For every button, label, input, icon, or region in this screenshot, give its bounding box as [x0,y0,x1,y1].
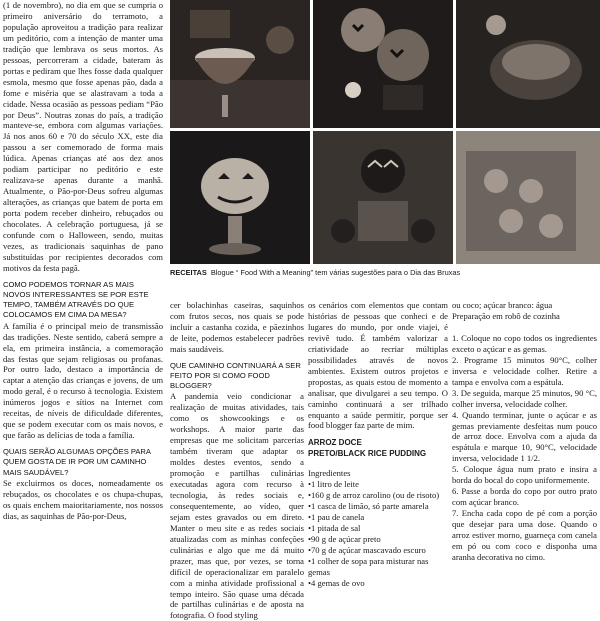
step-6: 6. Passe a borda do copo por outro prato com açúcar branco. [452,486,597,508]
photo-pumpkins [313,0,453,128]
column-3 [308,300,448,600]
col2-paragraph-1: cer bolachinhas caseiras, saquinhos com frutos secos, nos quais se pode incluir a castanha cozida, e pãezinhos de leite, podemos estabelecer padrões mais saudáveis. [170,300,304,354]
ingredient-8: •4 gemas de ovo [308,577,365,588]
caption-text: Blogue “ Food With a Meaning” tem várias sugestões para o Dia das Bruxas [210,268,461,277]
ingredient-1: •160 g de arroz carolino (ou de risoto) [308,490,440,501]
step-1: 1. Coloque no copo todos os ingredientes exceto o açúcar e as gemas. [452,332,597,354]
caption-label: RECEITAS [170,268,207,277]
ingredient-0: •1 litro de leite [308,479,359,490]
step-7: 7. Encha cada copo de pé com a porção que desejar para uma dose. Quando o arroz estiver morno, guarneça com canela em pó ou com coco e disponha uma aranha decorativa no cimo. [452,508,597,562]
question-1: COMO PODEMOS TORNAR AS MAIS NOVOS INTERESSANTES SE POR ESTE TEMPO, TAMBÉM ATRAVÉS DO QUE COLOCAMOS EM CIMA DA MESA? [3,279,149,320]
intro-paragraph: (1 de novembro), no dia em que se cumpria o primeiro aniversário do terramoto, a população aproveitou a tradição para realizar um peditório, com a intenção de manter uma tradição que lembrava os seus mortos. As pessoas, percorreram a cidade, bateram às portas e pediram que lhes fosse dada qualquer esmola, mesmo que fosse apenas pão, dada a fome e miséria que se alastravam a toda a cidade. Nessa ocasião as pessoas pediam “Pão por Deus”. Noutras zonas do país, a tradição manteve-se, embora com algumas variações. Já nos anos 60 e 70 do século XX, este dia passou a ser comemorado de forma mais lúdica. Apenas crianças até aos dez anos podiam participar no peditório e este realizava-se apenas durante a manhã. Atualmente, o Pão-por-Deus sofreu algumas alterações, as crianças que batem de porta em porta podem receber dinheiro, rebuçados ou chocolates. A celebração portuguesa, já se confunde com o Halloween, sendo, muitas vezes, as tradicionais saquinhas de pano substituídas por recipientes decorados com motivos da festa pagã. [3,0,163,273]
ingredient-3: •1 pau de canela [308,512,365,523]
col4-paragraph-2: Preparação em robô de cozinha [452,310,560,321]
column-2 [170,300,304,621]
col3-paragraph-1: os cenários com elementos que contam histórias de pessoas que conheci e de lugares do mundo, por onde viajei, é revivê tudo. É também valorizar a criatividade ao recriar múltiplas possibilidades através de novos ambientes. Existem outros projetos e propostas, as quais estou de momento a analisar, que divulgarei a seu tempo. O caminho continuará a ser trilhado enquanto a saúde permitir, porque ser food blogger faz parte de mim. [308,300,448,431]
question-3: QUE CAMINHO CONTINUARÁ A SER FEITO POR SI COMO FOOD BLOGGER? [170,360,301,391]
step-4: 4. Quando terminar, junte o açúcar e as gemas previamente desfeitas num pouco de arroz doce. Envolva com a ajuda da espátula e marque 10, 90°C, velocidade inversa, velocidade 1 1/2. [452,409,597,464]
ingredient-5: •90 g de açúcar preto [308,533,381,544]
ingredient-7: •1 colher de sopa para misturar nas gemas [308,555,429,577]
step-2: 2. Programe 15 minutos 90°C, colher inversa e velocidade colher. Retire a tampa e envolva com a espátula. [452,354,597,387]
step-5: 5. Coloque água num prato e insira a borda do bocal do copo uniformemente. [452,464,597,486]
answer-2: Se excluirmos os doces, nomeadamente os rebuçados, os chocolates e os chupa-chupas, os quais enchem maioritariamente, nos nossos dias, as saquinhas de Pão-por-Deus, [3,477,163,521]
question-2: QUAIS SERÃO ALGUMAS OPÇÕES PARA QUEM GOSTA DE IR POR UM CAMINHO MAIS SAUDÁVEL? [3,447,151,477]
ingredients-title: Ingredientes [308,468,351,479]
ingredient-6: •70 g de açúcar mascavado escuro [308,544,426,555]
photo-caption [170,268,600,278]
step-3: 3. De seguida, marque 25 minutos, 90 °C, colher inversa, velocidade colher. [452,387,597,409]
col4-paragraph-1: ou coco; açúcar branco: água [452,300,553,310]
recipe-title: ARROZ DOCE [308,438,362,448]
photo-pumpkin-lanterns [170,131,310,264]
photo-halloween-dessert [456,0,600,128]
ingredient-2: •1 casca de limão, só parte amarela [308,501,429,512]
ingredient-4: •1 pitada de sal [308,523,361,534]
photo-black-cupcakes [313,131,453,264]
photo-cocktail-glass [170,0,310,128]
column-4 [452,300,597,600]
answer-3: A pandemia veio condicionar a realização de muitas atividades, tais como os showcookings e os workshops. A maior parte das empresas que me solicitam parcerias também tiveram que adaptar os moldes destes eventos, sendo a promoção e partilhas culinárias executadas agora com recurso à tecnologia, às redes sociais e, consequentemente, ao vídeo, quer sejam estes gravados ou em direto. Manter o meu site e as redes sociais atualizadas com as minhas confeções culinárias e algo que me dá muito prazer, mas que, por vezes, se torna difícil de operacionalizar em paralelo com a minha atividade profissional a tempo inteiro. São quase uma década de partilhas culinárias e de aposta na fotografia. O food styling [170,391,304,621]
answer-1: A família é o principal meio de transmissão das tradições. Neste sentido, caberá sempre a ela, em primeira instância, a comemoração das festas que sejam religiosas ou profanas. Por outro lado, destaco a importância de captar a atenção das crianças e jovens, de um modo geral, é o recurso à tecnologia. Existem inúmeros jogos e sítios na Internet com receitas, de níveis de dificuldade diferentes, que se podem executar com os mais novos, e que farão as delícias de toda a família. [3,320,163,441]
photo-cookies-tray [456,131,600,264]
recipe-subtitle: PRETO/BLACK RICE PUDDING [308,449,427,459]
column-1 [3,0,163,600]
